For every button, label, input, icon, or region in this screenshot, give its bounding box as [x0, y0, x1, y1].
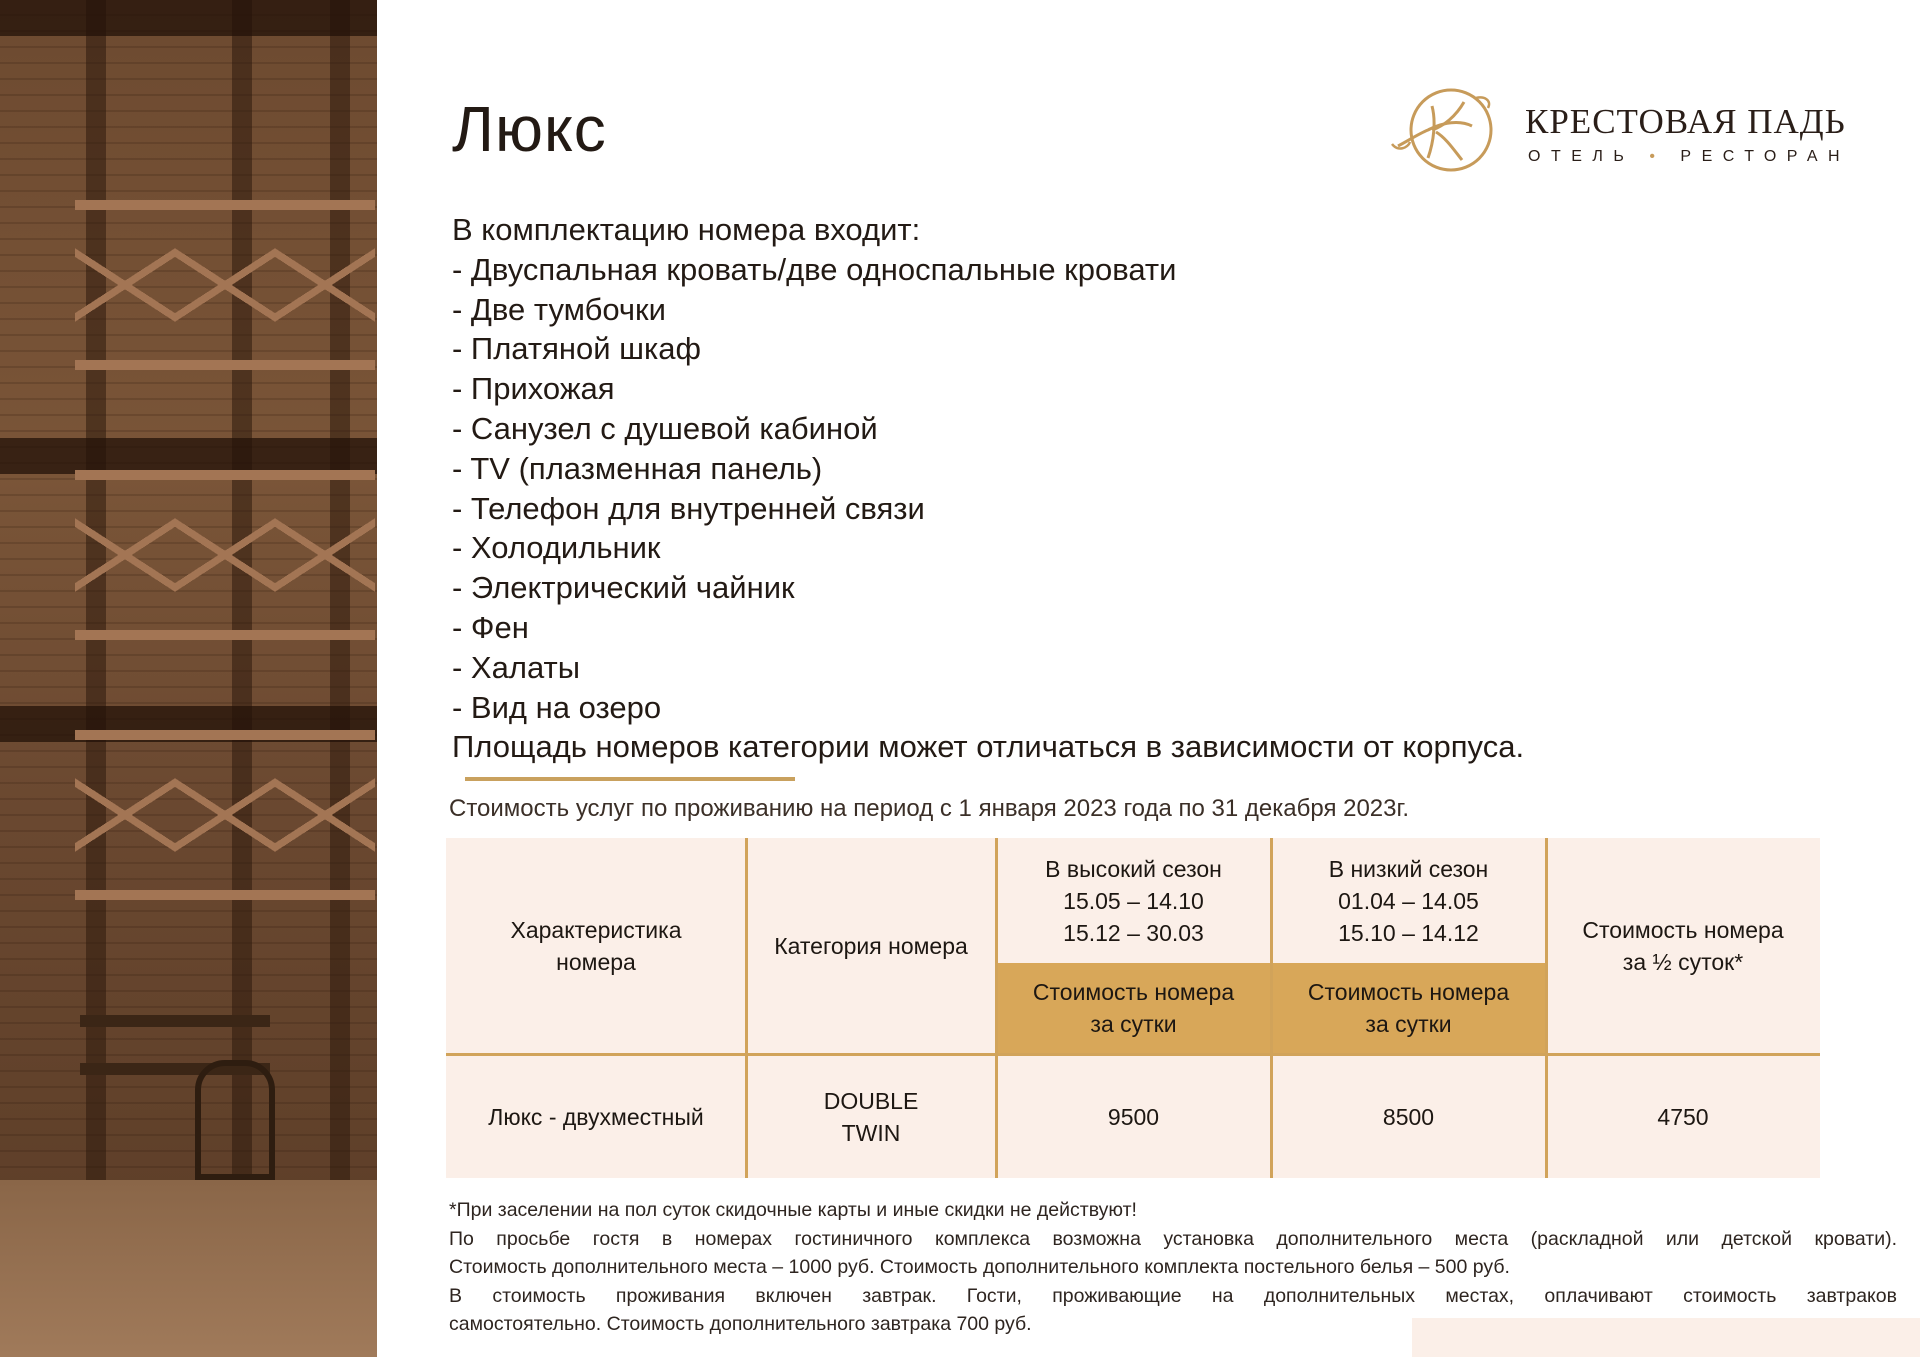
- corner-accent: [1412, 1318, 1920, 1357]
- brand-name: КРЕСТОВАЯ ПАДЬ: [1525, 102, 1846, 141]
- amenity-item: - Санузел с душевой кабиной: [452, 410, 878, 446]
- amenity-item: - Платяной шкаф: [452, 331, 701, 367]
- table-grid-line: [1270, 838, 1273, 1178]
- cell-characteristic: Люкс - двухместный: [488, 1104, 704, 1130]
- footnote-extra-cost: Стоимость дополнительного места – 1000 руб. Стоимость дополнительного комплекта постельного белья – 500 руб.: [449, 1256, 1510, 1278]
- header-low-season: [1271, 838, 1546, 963]
- header-half-day-line: за ½ суток*: [1622, 948, 1744, 975]
- hotel-facade-photo: [0, 0, 377, 1357]
- high-price-label-line: за сутки: [1090, 1011, 1177, 1037]
- cell-high-price: 9500: [1107, 1104, 1160, 1130]
- gold-divider: [465, 777, 795, 781]
- low-season-dates: 15.10 – 14.12: [1338, 919, 1479, 946]
- low-season-title: В низкий сезон: [1328, 855, 1489, 882]
- high-price-label-line: Стоимость номера: [1032, 979, 1235, 1005]
- header-half-day-line: Стоимость номера: [1582, 916, 1784, 943]
- table-grid-line: [995, 838, 998, 1178]
- amenity-item: - Две тумбочки: [452, 291, 666, 327]
- amenity-item: - Фен: [452, 609, 529, 645]
- amenity-item: - Вид на озеро: [452, 689, 662, 725]
- table-grid-line: [446, 1053, 1820, 1056]
- header-characteristic: [446, 838, 746, 1053]
- facade-floor: [0, 438, 377, 474]
- amenity-item: - Халаты: [452, 649, 580, 685]
- amenities-list: [452, 210, 1524, 767]
- bench-end: [195, 1060, 275, 1180]
- amenity-item: - Холодильник: [452, 530, 661, 566]
- price-table: [446, 838, 1820, 1178]
- amenity-item: - TV (плазменная панель): [452, 450, 823, 486]
- hotel-logo: [1388, 86, 1868, 186]
- cell-low-price: 8500: [1382, 1104, 1435, 1130]
- high-season-title: В высокий сезон: [1045, 855, 1222, 882]
- low-price-label: [1271, 963, 1546, 1053]
- header-half-day: [1546, 838, 1820, 1053]
- amenity-item: - Прихожая: [452, 371, 615, 407]
- brand-sub-restaurant: РЕСТОРАН: [1680, 148, 1851, 165]
- high-price-label: [996, 963, 1271, 1053]
- brand-subtitle: [1528, 148, 1850, 166]
- amenities-intro: В комплектацию номера входит:: [452, 212, 921, 247]
- balcony-railing: [75, 470, 375, 640]
- price-period: Стоимость услуг по проживанию на период с 1 января 2023 года по 31 декабря 2023г.: [449, 795, 1409, 822]
- cell-category-line: DOUBLE: [823, 1088, 919, 1114]
- monogram-emblem-icon: [1388, 86, 1504, 178]
- balcony-railing: [75, 730, 375, 900]
- high-season-dates: 15.05 – 14.10: [1063, 887, 1204, 914]
- amenity-item: - Электрический чайник: [452, 570, 795, 606]
- header-category: Категория номера: [774, 932, 968, 959]
- footnote-discount: *При заселении на пол суток скидочные карты и иные скидки не действуют!: [449, 1199, 1137, 1221]
- cell-category-line: TWIN: [841, 1120, 901, 1146]
- footnote-breakfast-cost: самостоятельно. Стоимость дополнительного завтрака 700 руб.: [449, 1313, 1032, 1335]
- footnote-breakfast: В стоимость проживания включен завтрак. Гости, проживающие на дополнительных местах, оплачивают стоимость завтраков: [449, 1284, 1897, 1307]
- cell-half-price: 4750: [1657, 1104, 1709, 1130]
- cell-category: [746, 1056, 996, 1178]
- high-season-dates: 15.12 – 30.03: [1063, 919, 1204, 946]
- balcony-railing: [75, 200, 375, 370]
- header-characteristic-line: номера: [556, 948, 636, 975]
- page-title: Люкс: [452, 93, 607, 165]
- brand-sub-dot: •: [1649, 148, 1666, 165]
- footnote-extra-bed: По просьбе гостя в номерах гостиничного комплекса возможна установка дополнительного места (раскладной или детской кровати).: [449, 1227, 1897, 1250]
- amenity-item: - Телефон для внутренней связи: [452, 490, 925, 526]
- table-grid-line: [745, 838, 748, 1178]
- facade-floor: [0, 0, 377, 36]
- low-season-dates: 01.04 – 14.05: [1338, 887, 1479, 914]
- street: [0, 1180, 377, 1357]
- brand-sub-hotel: ОТЕЛЬ: [1528, 148, 1635, 165]
- amenity-item: - Двуспальная кровать/две односпальные кровати: [452, 251, 1177, 287]
- low-price-label-line: за сутки: [1365, 1011, 1452, 1037]
- low-price-label-line: Стоимость номера: [1307, 979, 1510, 1005]
- header-high-season: [996, 838, 1271, 963]
- area-note: Площадь номеров категории может отличаться в зависимости от корпуса.: [452, 729, 1525, 765]
- header-characteristic-line: Характеристика: [510, 916, 682, 943]
- table-grid-line: [1545, 838, 1548, 1178]
